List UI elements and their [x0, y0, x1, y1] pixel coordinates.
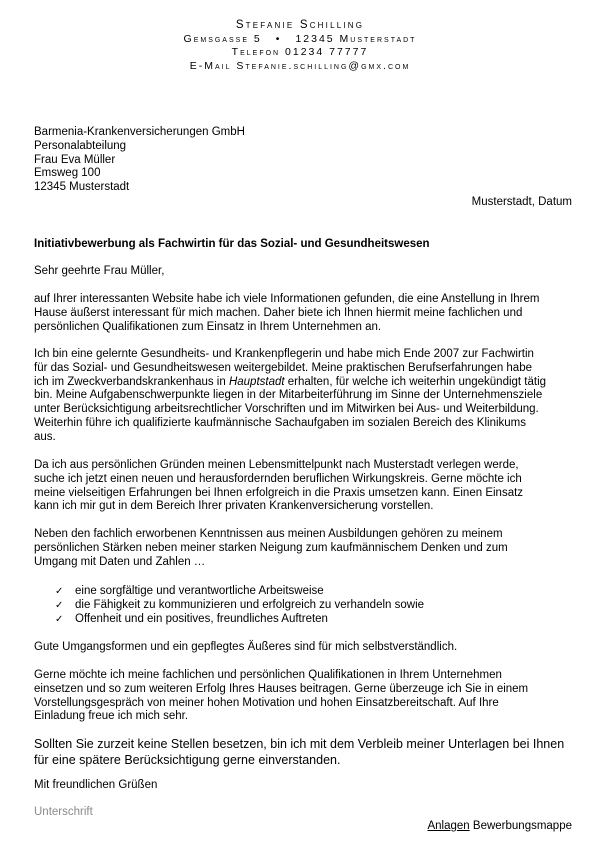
- sender-email: E-Mail Stefanie.schilling@gmx.com: [189, 59, 411, 72]
- attachments-label: Anlagen: [427, 820, 470, 832]
- paragraph-line: Gute Umgangsformen und ein gepflegtes Äußeres sind für mich selbstverständlich.: [34, 641, 458, 653]
- paragraph-experience: [34, 348, 574, 445]
- list-item: [55, 613, 424, 627]
- paragraph-line: persönlichen Stärken neben meiner starken Neigung zum kaufmännischem Denken und zum: [34, 541, 508, 554]
- paragraph-line: Vorstellungsgespräch von meiner hohen Motivation und hohen Einsatzbereitschaft. Auf Ihre: [34, 696, 499, 709]
- subject-line: Initiativbewerbung als Fachwirtin für das Sozial- und Gesundheitswesen: [34, 238, 430, 250]
- check-icon: ✓: [55, 613, 64, 625]
- paragraph-line: Ich bin eine gelernte Gesundheits- und Krankenpflegerin und habe mich Ende 2007 zur Fachwirtin: [34, 348, 534, 360]
- list-item-text: Offenheit und ein positives, freundliches Auftreten: [75, 612, 328, 625]
- paragraph-line: Gerne möchte ich meine fachlichen und persönlichen Qualifikationen in Ihrem Unternehmen: [34, 669, 502, 681]
- recipient-street: Emsweg 100: [34, 167, 101, 180]
- text-run: erhalten, für welche ich weiterhin ungekündigt tätig: [284, 375, 547, 388]
- letterhead: [0, 19, 600, 73]
- address-separator: •: [275, 32, 282, 45]
- paragraph-strengths: [34, 528, 574, 569]
- city-placeholder: Hauptstadt: [228, 375, 285, 388]
- recipient-address: [34, 126, 245, 195]
- place-date: Musterstadt, Datum: [471, 196, 572, 208]
- sender-phone: Telefon 01234 77777: [231, 46, 369, 58]
- recipient-department: Personalabteilung: [34, 139, 127, 152]
- paragraph-interview: [34, 669, 574, 724]
- recipient-person: Frau Eva Müller: [34, 153, 116, 166]
- paragraph-motivation: [34, 459, 574, 514]
- strengths-list: [55, 585, 424, 626]
- list-item-text: die Fähigkeit zu kommunizieren und erfolgreich zu verhandeln sowie: [75, 598, 425, 611]
- closing-greeting: Mit freundlichen Grüßen: [34, 779, 158, 791]
- sender-address: [0, 33, 600, 47]
- check-icon: ✓: [55, 599, 64, 611]
- sender-city: 12345 Musterstadt: [295, 32, 417, 45]
- paragraph-intro: [34, 293, 574, 334]
- signature-placeholder: Unterschrift: [34, 806, 93, 818]
- paragraph-line: bin. Meine Aufgabenschwerpunkte liegen in der Mitarbeiterführung im Sinne der Unternehmensziele: [34, 389, 543, 402]
- recipient-city: 12345 Musterstadt: [34, 181, 130, 194]
- paragraph-line: meine vielseitigen Erfahrungen bei Ihnen erfolgreich in die Praxis umsetzen kann. Einen Einsatz: [34, 486, 524, 499]
- list-item: [55, 599, 424, 613]
- paragraph-line: persönlichen Qualifikationen zum Einsatz in Ihrem Unternehmen an.: [34, 320, 382, 333]
- list-item-text: eine sorgfältige und verantwortliche Arbeitsweise: [75, 585, 324, 597]
- paragraph-line: aus.: [34, 430, 56, 443]
- paragraph-line: Weiterhin führe ich qualifizierte kaufmännische Sachaufgaben im sozialen Bereich des Klinikums: [34, 416, 526, 429]
- text-run: ich im Zweckverbandskrankenhaus in: [34, 375, 229, 388]
- paragraph-line: für das Sozial- und Gesundheitswesen weitergebildet. Meine praktischen Berufserfahrungen habe: [34, 361, 532, 374]
- paragraph-line: für eine spätere Berücksichtigung gerne einverstanden.: [34, 752, 341, 767]
- paragraph-line: [34, 376, 574, 390]
- salutation: [34, 265, 574, 279]
- paragraph-line: suche ich jetzt einen neuen und herausfordernden beruflichen Wirkungskreis. Gerne möchte ich: [34, 472, 522, 485]
- salutation-text: Sehr geehrte Frau Müller,: [34, 265, 165, 277]
- paragraph-line: unter Berücksichtigung arbeitsrechtlicher Vorschriften und im Mitwirken bei Aus- und Weiterbildung.: [34, 403, 539, 416]
- attachments-value: Bewerbungsmappe: [472, 820, 572, 832]
- paragraph-line: Neben den fachlich erworbenen Kenntnissen aus meinen Ausbildungen gehören zu meinem: [34, 528, 503, 540]
- paragraph-line: Hause äußerst interessant für mich machen. Daher biete ich Ihnen hiermit meine fachlichen und: [34, 306, 523, 319]
- sender-name: Stefanie Schilling: [235, 19, 365, 31]
- paragraph-manners: [34, 641, 574, 655]
- paragraph-documents: [34, 737, 574, 768]
- paragraph-line: auf Ihrer interessanten Website habe ich viele Informationen gefunden, die eine Anstellung in Ihrem: [34, 293, 540, 305]
- paragraph-line: Einladung freue ich mich sehr.: [34, 710, 189, 723]
- paragraph-line: kann ich mir gut in dem Bereich Ihrer privaten Krankenversicherung vorstellen.: [34, 500, 434, 513]
- paragraph-line: Umgang mit Daten und Zahlen …: [34, 555, 206, 568]
- check-icon: ✓: [55, 586, 64, 597]
- paragraph-line: Da ich aus persönlichen Gründen meinen Lebensmittelpunkt nach Musterstadt verlegen werde,: [34, 459, 519, 471]
- list-item: [55, 585, 424, 599]
- paragraph-line: Sollten Sie zurzeit keine Stellen besetzen, bin ich mit dem Verbleib meiner Unterlagen bei Ihnen: [34, 737, 565, 751]
- attachments: [427, 820, 572, 832]
- recipient-company: Barmenia-Krankenversicherungen GmbH: [34, 126, 245, 138]
- sender-street: Gemsgasse 5: [183, 32, 262, 45]
- paragraph-line: einsetzen und so zum weiteren Erfolg Ihres Hauses beitragen. Gerne überzeuge ich Sie in einem: [34, 682, 529, 695]
